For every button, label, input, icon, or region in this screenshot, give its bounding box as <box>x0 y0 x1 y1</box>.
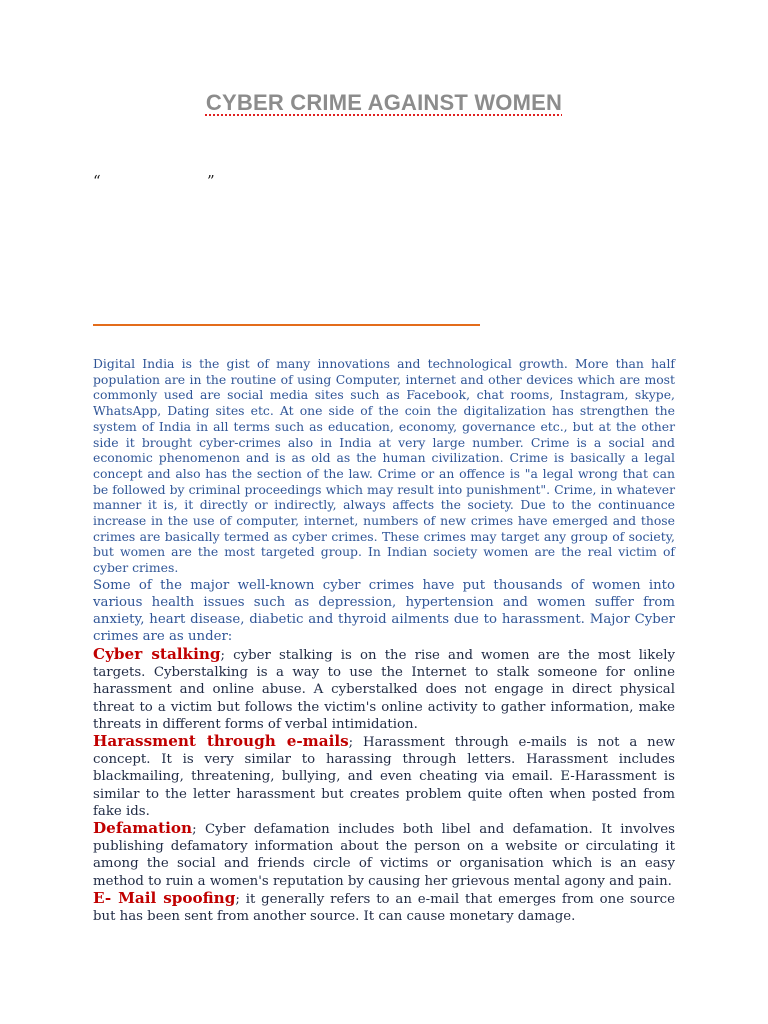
close-quote-mark: ” <box>207 172 215 190</box>
crime-item-cyber-stalking <box>93 646 675 733</box>
crime-description: ; cyber stalking is on the rise and women are the most likely targets. Cyberstalking is a way to use the Internet to stalk someone for online harassment and online abuse. A cyberstalked does not engage in direct physical threat to a victim but follows the victim's online activity to gather information, make threats in different forms of verbal intimidation. <box>93 648 675 732</box>
document-title-text: CYBER CRIME AGAINST WOMEN <box>205 90 563 115</box>
crime-item-email-spoofing <box>93 890 675 925</box>
section-divider <box>93 324 480 326</box>
crime-term: Harassment through e-mails <box>93 732 349 751</box>
crime-description: ; it generally refers to an e-mail that emerges from one source but has been sent from another source. It can cause monetary damage. <box>93 891 675 925</box>
crime-item-defamation <box>93 820 675 890</box>
document-title <box>0 90 768 116</box>
crime-term: Defamation <box>93 819 193 838</box>
crime-item-email-harassment <box>93 733 675 820</box>
open-quote-mark: “ <box>93 172 101 190</box>
intro-paragraph: Digital India is the gist of many innovations and technological growth. More than half population are in the routine of using Computer, internet and other devices which are most commonly used are social media sites such as Facebook, chat rooms, Instagram, skype, WhatsApp, Dating sites etc. At one side of the coin the digitalization has strengthen the system of India in all terms such as education, economy, governance etc., but at the other side it brought cyber-crimes also in India at very large number. Crime is a social and economic phenomenon and is as old as the human civilization. Crime is basically a legal concept and also has the section of the law. Crime or an offence is "a legal wrong that can be followed by criminal proceedings which may result into punishment". Crime, in whatever manner it is, it directly or indirectly, always affects the society. Due to the continuance increase in the use of computer, internet, numbers of new crimes have emerged and those crimes are basically termed as cyber crimes. These crimes may target any group of society, but women are the most targeted group. In Indian society women are the real victim of cyber crimes. <box>93 356 675 576</box>
crimes-overview-paragraph: Some of the major well-known cyber crimes have put thousands of women into various health issues such as depression, hypertension and women suffer from anxiety, heart disease, diabetic and thyroid ailments due to harassment. Major Cyber crimes are as under: <box>93 578 675 644</box>
crime-description: ; Cyber defamation includes both libel and defamation. It involves publishing defamatory information about the person on a website or circulating it among the social and friends circle of victims or organisation which is an easy method to ruin a women's reputation by causing her grievous mental agony and pain. <box>93 822 675 889</box>
crime-list <box>93 646 675 925</box>
crime-description: ; Harassment through e-mails is not a new concept. It is very similar to harassing through letters. Harassment includes blackmailing, threatening, bullying, and even cheating via email. E-Harassment is similar to the letter harassment but creates problem quite often when posted from fake ids. <box>93 735 676 819</box>
crime-term: E- Mail spoofing <box>93 888 236 907</box>
crime-term: Cyber stalking <box>93 645 221 663</box>
